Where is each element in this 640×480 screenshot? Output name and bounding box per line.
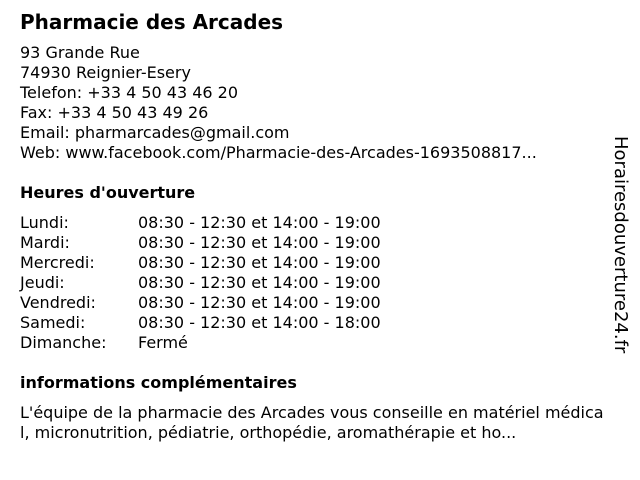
day-hours: 08:30 - 12:30 et 14:00 - 19:00 bbox=[138, 233, 381, 252]
day-hours: Fermé bbox=[138, 333, 188, 352]
hours-row bbox=[20, 253, 610, 273]
day-hours: 08:30 - 12:30 et 14:00 - 19:00 bbox=[138, 293, 381, 312]
pharmacy-name: Pharmacie des Arcades bbox=[20, 10, 284, 34]
fax-line: Fax: +33 4 50 43 49 26 bbox=[20, 103, 209, 122]
email-line: Email: pharmarcades@gmail.com bbox=[20, 123, 290, 142]
hours-row bbox=[20, 333, 610, 353]
hours-row bbox=[20, 213, 610, 233]
address-line-2: 74930 Reignier-Esery bbox=[20, 63, 191, 82]
additional-info-text: L'équipe de la pharmacie des Arcades vous conseille en matériel médical, micronutrition, pédiatrie, orthopédie, aromathérapie et ho... bbox=[20, 403, 604, 442]
day-label: Samedi: bbox=[20, 313, 86, 332]
hours-row bbox=[20, 293, 610, 313]
day-hours: 08:30 - 12:30 et 14:00 - 19:00 bbox=[138, 253, 381, 272]
hours-row bbox=[20, 313, 610, 333]
watermark-text: Horairesdouverture24.fr bbox=[610, 136, 631, 354]
pharmacy-card bbox=[20, 8, 610, 443]
hours-row bbox=[20, 273, 610, 293]
watermark bbox=[600, 136, 640, 376]
day-label: Lundi: bbox=[20, 213, 69, 232]
opening-hours-title: Heures d'ouverture bbox=[20, 183, 196, 202]
day-label: Mardi: bbox=[20, 233, 70, 252]
day-label: Mercredi: bbox=[20, 253, 95, 272]
additional-info-title: informations complémentaires bbox=[20, 373, 297, 392]
day-label: Vendredi: bbox=[20, 293, 96, 312]
telephone-line: Telefon: +33 4 50 43 46 20 bbox=[20, 83, 239, 102]
day-label: Jeudi: bbox=[20, 273, 65, 292]
web-line: Web: www.facebook.com/Pharmacie-des-Arcades-1693508817... bbox=[20, 143, 537, 162]
day-hours: 08:30 - 12:30 et 14:00 - 19:00 bbox=[138, 273, 381, 292]
day-label: Dimanche: bbox=[20, 333, 107, 352]
day-hours: 08:30 - 12:30 et 14:00 - 18:00 bbox=[138, 313, 381, 332]
hours-row bbox=[20, 233, 610, 253]
day-hours: 08:30 - 12:30 et 14:00 - 19:00 bbox=[138, 213, 381, 232]
address-line-1: 93 Grande Rue bbox=[20, 43, 140, 62]
